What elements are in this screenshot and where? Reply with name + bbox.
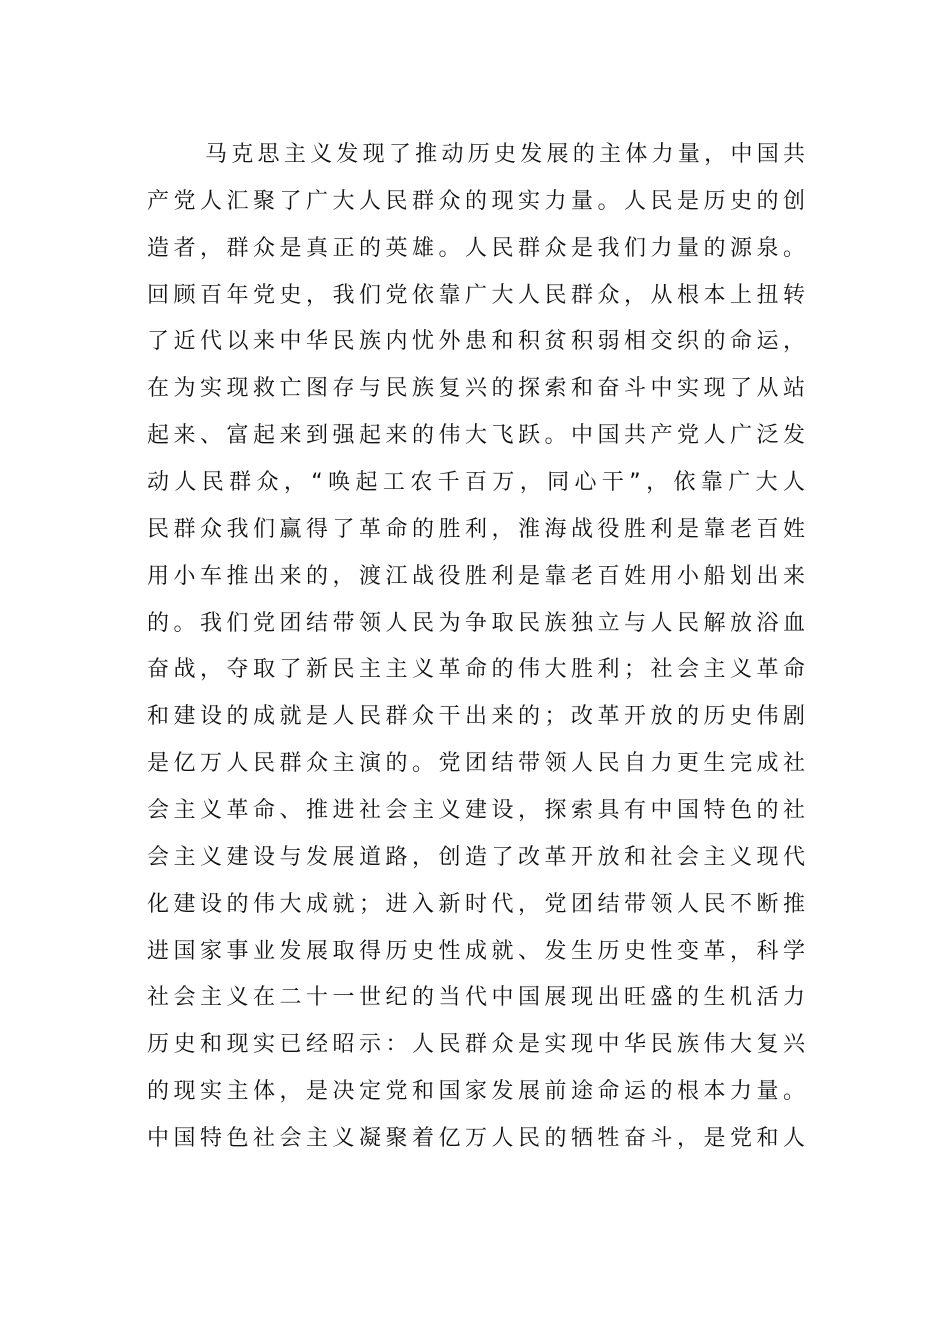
- text-line: 起来、富起来到强起来的伟大飞跃。中国共产党人广泛发: [147, 423, 805, 449]
- text-line: 奋战，夺取了新民主主义革命的伟大胜利；社会主义革命: [147, 657, 805, 683]
- text-line: 造者，群众是真正的英雄。人民群众是我们力量的源泉。: [147, 235, 805, 261]
- text-line: 产党人汇聚了广大人民群众的现实力量。人民是历史的创: [147, 188, 805, 214]
- text-line: 民群众我们赢得了革命的胜利，淮海战役胜利是靠老百姓: [147, 516, 805, 542]
- text-line: 在为实现救亡图存与民族复兴的探索和奋斗中实现了从站: [147, 376, 805, 402]
- text-line: 中国特色社会主义凝聚着亿万人民的牺牲奋斗，是党和人: [147, 1126, 805, 1152]
- text-line: 了近代以来中华民族内忧外患和积贫积弱相交织的命运，: [147, 329, 805, 355]
- paragraph-first-line: 马克思主义发现了推动历史发展的主体力量，中国共: [205, 142, 805, 167]
- text-line: 的。我们党团结带领人民为争取民族独立与人民解放浴血: [147, 610, 805, 636]
- text-line: 会主义革命、推进社会主义建设，探索具有中国特色的社: [147, 798, 805, 824]
- text-line: 的现实主体，是决定党和国家发展前途命运的根本力量。: [147, 1079, 805, 1105]
- text-line: 社会主义在二十一世纪的当代中国展现出旺盛的生机活力: [147, 985, 805, 1011]
- text-line: 历史和现实已经昭示：人民群众是实现中华民族伟大复兴: [147, 1032, 805, 1058]
- text-line: 回顾百年党史，我们党依靠广大人民群众，从根本上扭转: [147, 282, 805, 308]
- text-line: 会主义建设与发展道路，创造了改革开放和社会主义现代: [147, 844, 805, 870]
- text-line: 化建设的伟大成就；进入新时代，党团结带领人民不断推: [147, 891, 805, 917]
- text-line: 动人民群众，“唤起工农千百万，同心干”，依靠广大人: [147, 470, 805, 496]
- text-line: 用小车推出来的，渡江战役胜利是靠老百姓用小船划出来: [147, 563, 805, 589]
- text-line: 进国家事业发展取得历史性成就、发生历史性变革，科学: [147, 938, 805, 964]
- text-line: 是亿万人民群众主演的。党团结带领人民自力更生完成社: [147, 751, 805, 777]
- text-line: 和建设的成就是人民群众干出来的；改革开放的历史伟剧: [147, 704, 805, 730]
